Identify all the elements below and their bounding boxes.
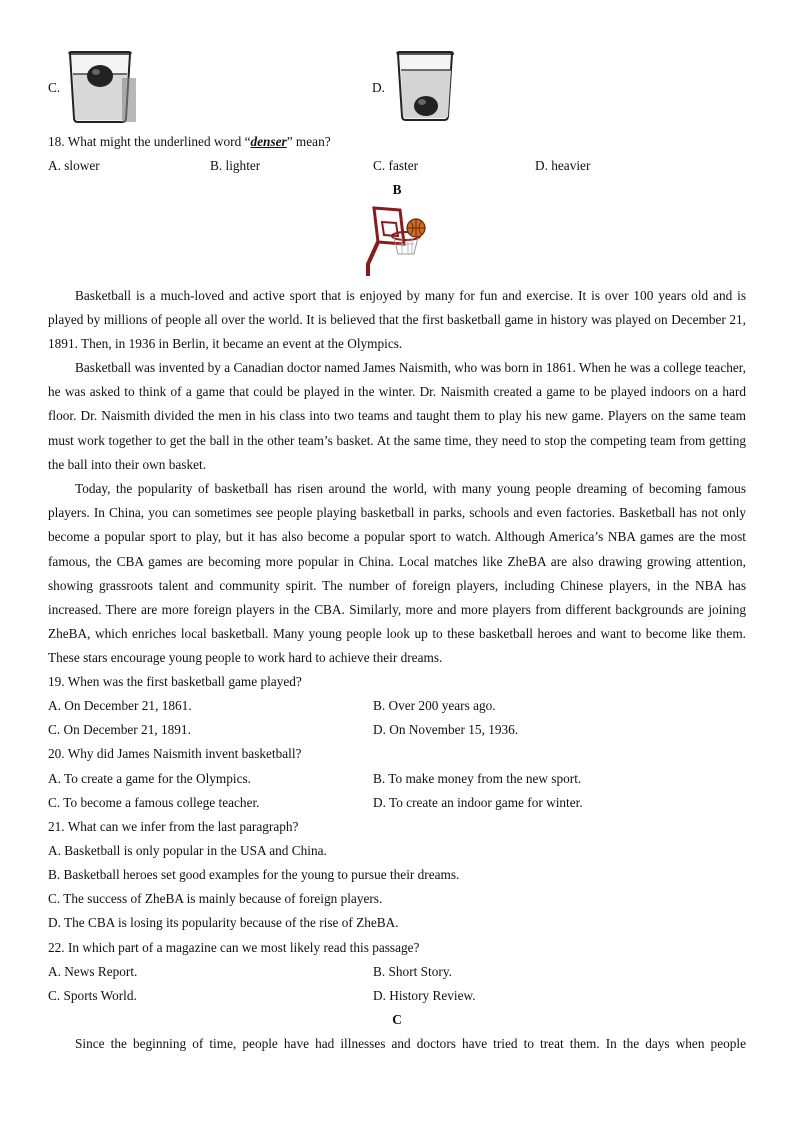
q22-stem: 22. In which part of a magazine can we most likely read this passage?	[48, 940, 420, 955]
q18-stem: 18. What might the underlined word “denser” mean?	[48, 134, 331, 149]
section-b-paragraph-2: Basketball was invented by a Canadian doctor named James Naismith, who was born in 1861. When he was a college teacher, he was asked to think of a game that could be played in the winter. Dr. Naismith created a game to be played indoors on a hard floor. Dr. Naismith divided the men in his class into two teams and taught them to play his new game. Players on the same team must work together to get the ball in the other team’s basket. At the same time, they need to stop the competing team from getting the ball into their own basket.	[48, 360, 746, 472]
underlined-word-denser: denser	[250, 134, 287, 149]
q20-option-c[interactable]: C. To become a famous college teacher.	[48, 795, 260, 810]
q19-option-c[interactable]: C. On December 21, 1891.	[48, 722, 191, 737]
q22-option-b[interactable]: B. Short Story.	[373, 964, 452, 979]
q21-option-c[interactable]: C. The success of ZheBA is mainly because of foreign players.	[48, 891, 383, 906]
section-b-paragraph-1: Basketball is a much-loved and active sport that is enjoyed by many for fun and exercise. It is over 100 years old and is played by millions of people all over the world. It is believed that the first basketball game in history was played on December 21, 1891. Then, in 1936 in Berlin, it became an event at the Olympics.	[48, 288, 746, 352]
beaker-ball-floating-icon	[64, 48, 140, 124]
q18-option-d[interactable]: D. heavier	[535, 158, 591, 173]
q20-option-d[interactable]: D. To create an indoor game for winter.	[373, 795, 583, 810]
q20-option-a[interactable]: A. To create a game for the Olympics.	[48, 771, 252, 786]
q21-option-d[interactable]: D. The CBA is losing its popularity because of the rise of ZheBA.	[48, 915, 399, 930]
section-b-heading: B	[392, 182, 402, 197]
q19-stem: 19. When was the first basketball game played?	[48, 674, 302, 689]
beaker-ball-sunk-icon	[392, 48, 460, 122]
q20-option-b[interactable]: B. To make money from the new sport.	[373, 771, 582, 786]
q20-stem: 20. Why did James Naismith invent basketball?	[48, 746, 302, 761]
q21-option-b[interactable]: B. Basketball heroes set good examples for the young to pursue their dreams.	[48, 867, 460, 882]
q18-option-c[interactable]: C. faster	[373, 158, 419, 173]
section-c-heading: C	[392, 1012, 402, 1027]
q18-option-a[interactable]: A. slower	[48, 158, 100, 173]
basketball-hoop-icon	[364, 204, 432, 276]
section-b-paragraph-3: Today, the popularity of basketball has risen around the world, with many young people dreaming of becoming famous players. In China, you can sometimes see people playing basketball in parks, schools and even factories. Basketball has not only become a popular sport to play, but it has also become a popular sport to watch. Although America’s NBA games are the most famous, the CBA games are becoming more popular in China. Local matches like ZheBA are also drawing growing attention, showing grassroots talent and community spirit. The number of foreign players, including Chinese players, in the NBA has increased. There are more foreign players in the CBA. Similarly, more and more players from different backgrounds are joining ZheBA, which enriches local basketball. Many young people look up to these basketball heroes and want to become like them. These stars encourage young people to work hard to achieve their dreams.	[48, 481, 746, 666]
q17-option-c-label: C.	[48, 80, 61, 95]
q19-option-a[interactable]: A. On December 21, 1861.	[48, 698, 192, 713]
q21-stem: 21. What can we infer from the last paragraph?	[48, 819, 299, 834]
q17-option-d-label: D.	[372, 80, 385, 95]
q19-option-d[interactable]: D. On November 15, 1936.	[373, 722, 519, 737]
q18-option-b[interactable]: B. lighter	[210, 158, 261, 173]
q22-option-a[interactable]: A. News Report.	[48, 964, 138, 979]
section-c-paragraph-start: Since the beginning of time, people have had illnesses and doctors have tried to treat them. In the days when people	[75, 1036, 746, 1051]
q19-option-b[interactable]: B. Over 200 years ago.	[373, 698, 496, 713]
q22-option-c[interactable]: C. Sports World.	[48, 988, 137, 1003]
q22-option-d[interactable]: D. History Review.	[373, 988, 476, 1003]
q21-option-a[interactable]: A. Basketball is only popular in the USA and China.	[48, 843, 327, 858]
